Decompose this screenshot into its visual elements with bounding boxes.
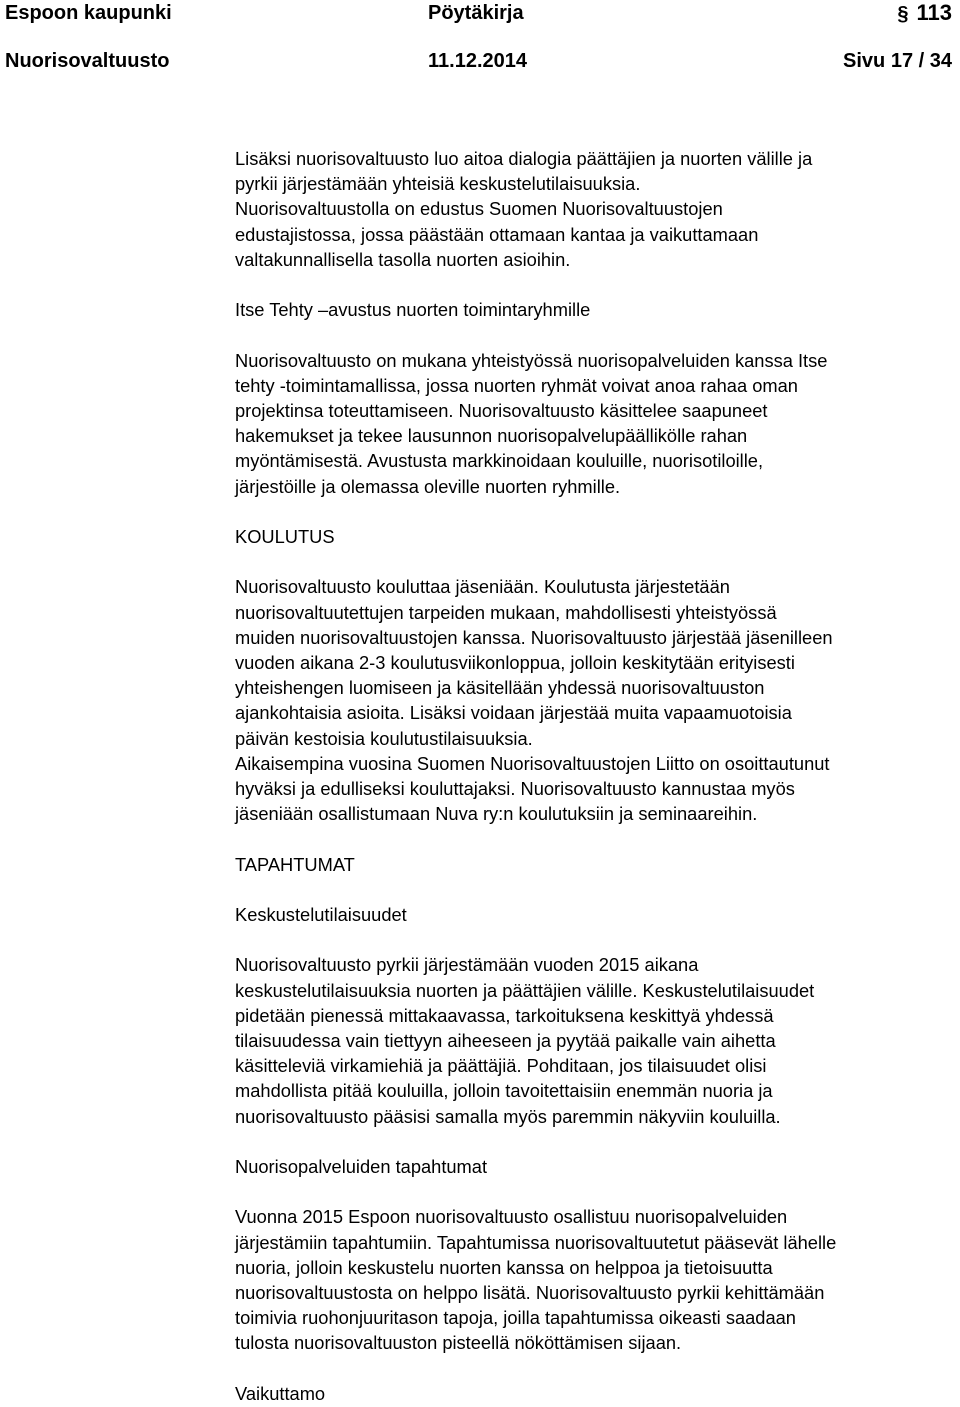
page-indicator: Sivu 17 / 34 (843, 50, 952, 72)
section-symbol: § (897, 3, 909, 25)
paragraph-nuorisopalveluiden-tapahtumat: Vuonna 2015 Espoon nuorisovaltuusto osallistuu nuorisopalveluiden järjestämiin tapahtumiin. Tapahtumissa nuorisovaltuutetut pääsevät lähelle nuoria, jolloin keskustelu nuorten kanssa on helppoa ja tietoisuutta nuorisovaltuustosta on helppo lisätä. Nuorisovaltuusto pyrkii kehittämään toimivia ruohonjuuritason tapoja, joilla tapahtumissa oikeasti saadaan tulosta nuorisovaltuuston pisteellä nököttämisen sijaan. (235, 1206, 837, 1354)
paragraph-itse-tehty: Nuorisovaltuusto on mukana yhteistyössä nuorisopalveluiden kanssa Itse tehty -toimintamallissa, jossa nuorten ryhmät voivat anoa rahaa oman projektinsa toteuttamiseen. Nuorisovaltuusto käsittelee saapuneet hakemukset ja tekee lausunnon nuorisopalvelupäällikölle rahan myöntämisestä. Avustusta markkinoidaan kouluille, nuorisotiloille, järjestöille ja olemassa oleville nuorten ryhmille. (235, 349, 828, 497)
heading-itse-tehty: Itse Tehty –avustus nuorten toimintaryhmille (235, 299, 591, 321)
header-row-top (0, 0, 960, 26)
organization-name: Espoon kaupunki (5, 2, 172, 24)
meeting-date: 11.12.2014 (428, 50, 527, 72)
paragraph-koulutus: Nuorisovaltuusto kouluttaa jäseniään. Koulutusta järjestetään nuorisovaltuutettujen tarpeiden mukaan, mahdollisesti yhteistyössä muiden nuorisovaltuustojen kanssa. Nuorisovaltuusto järjestää jäsenilleen vuoden aikana 2-3 koulutusviikonloppua, jolloin keskitytään erityisesti yhteishengen luomiseen ja käsitellään yhdessä nuorisovaltuuston ajankohtaisia asioita. Lisäksi voidaan järjestää muita vapaamuotoisia päivän kestoisia koulutustilaisuuksia. Aikaisempina vuosina Suomen Nuorisovaltuustojen Liitto on osoittautunut hyväksi ja edulliseksi kouluttajaksi. Nuorisovaltuusto kannustaa myös jäseniään osallistumaan Nuva ry:n koulutuksiin ja seminaareihin. (235, 576, 833, 825)
body-name: Nuorisovaltuusto (5, 50, 170, 72)
heading-vaikuttamo: Vaikuttamo (235, 1382, 326, 1404)
paragraph-keskustelutilaisuudet: Nuorisovaltuusto pyrkii järjestämään vuoden 2015 aikana keskustelutilaisuuksia nuorten ja päättäjien välille. Keskustelutilaisuudet pidetään pienessä mittakaavassa, tarkoituksena keskittyä yhdessä tilaisuudessa vain tiettyyn aiheeseen ja pyytää paikalle vain aihetta käsitteleviä virkamiehiä ja päättäjiä. Pohditaan, jos tilaisuudet olisi mahdollista pitää kouluilla, jolloin tavoitettaisiin enemmän nuoria ja nuorisovaltuusto pääsisi samalla myös paremmin näkyviin kouluilla. (235, 954, 815, 1127)
section-reference (897, 0, 952, 27)
heading-nuorisopalveluiden-tapahtumat: Nuorisopalveluiden tapahtumat (235, 1156, 488, 1177)
paragraph-dialogue: Lisäksi nuorisovaltuusto luo aitoa dialogia päättäjien ja nuorten välille ja pyrkii järjestämään yhteisiä keskustelutilaisuuksia. Nuorisovaltuustolla on edustus Suomen Nuorisovaltuustojen edustajistossa, jossa päästään ottamaan kantaa ja vaikuttamaan valtakunnallisella tasolla nuorten asioihin. (235, 148, 813, 270)
document-type: Pöytäkirja (428, 2, 524, 24)
heading-tapahtumat: TAPAHTUMAT (235, 853, 355, 875)
heading-keskustelutilaisuudet: Keskustelutilaisuudet (235, 904, 407, 925)
section-number: 113 (916, 0, 952, 25)
header-row-bottom (0, 48, 960, 74)
heading-koulutus: KOULUTUS (235, 526, 335, 547)
document-body (235, 146, 960, 1406)
